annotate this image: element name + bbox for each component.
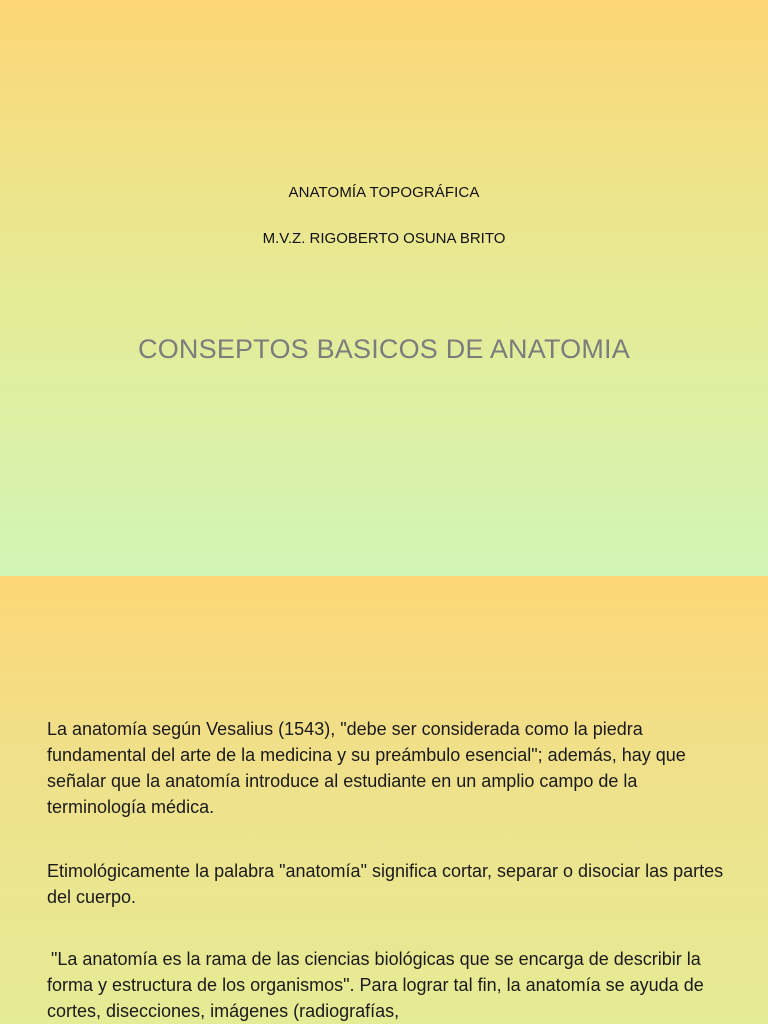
instructor-name: M.V.Z. RIGOBERTO OSUNA BRITO <box>262 230 506 247</box>
slide-subtitle: CONSEPTOS BASICOS DE ANATOMIA <box>138 334 630 364</box>
paragraph-etymology: Etimológicamente la palabra "anatomía" significa cortar, separar o disociar las partes del cuerpo. <box>47 861 724 907</box>
paragraph-definition: "La anatomía es la rama de las ciencias biológicas que se encarga de describir la forma y estructura de los organismos". Para lograr tal fin, la anatomía se ayuda de cortes, disecciones, imágenes (radiografías, <box>47 949 704 1021</box>
paragraph-vesalius: La anatomía según Vesalius (1543), "debe ser considerada como la piedra fundamental del arte de la medicina y su preámbulo esencial"; además, hay que señalar que la anatomía introduce al estudiante en un amplio campo de la terminología médica. <box>47 719 686 817</box>
content-slide <box>0 576 768 1024</box>
course-title: ANATOMÍA TOPOGRÁFICA <box>288 184 480 201</box>
